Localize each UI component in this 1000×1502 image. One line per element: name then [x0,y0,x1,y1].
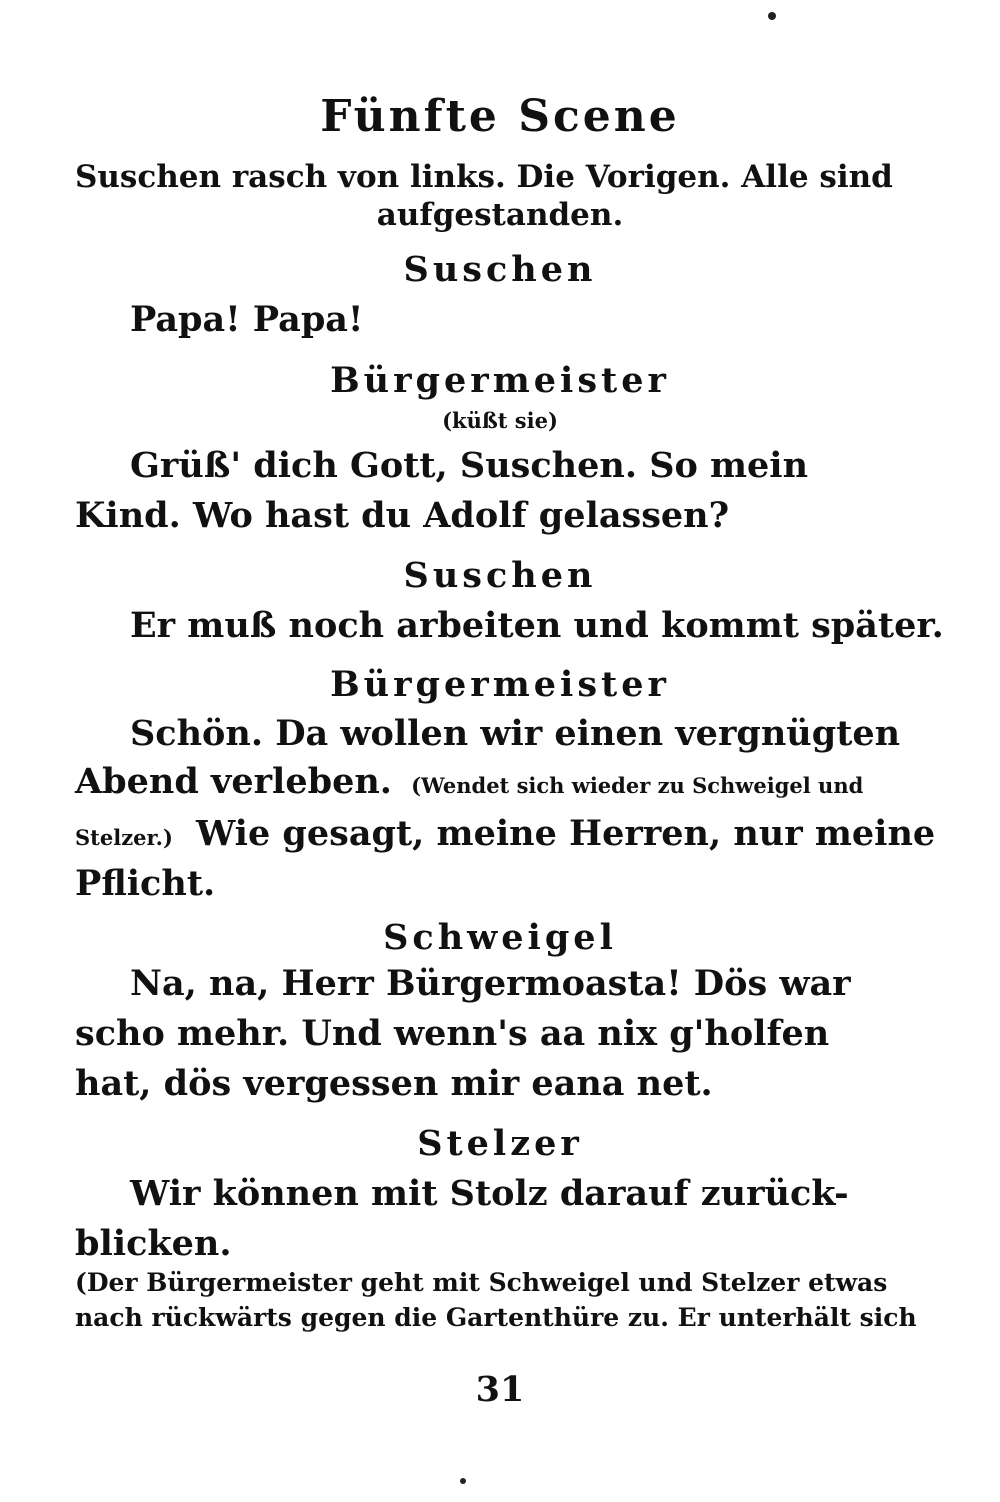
mixed-line [75,813,936,854]
dialogue-line: Wir können mit Stolz darauf zurück- [130,1173,849,1214]
scan-speckle [460,1478,466,1484]
stage-aside: Stelzer.) [75,825,173,850]
dialogue-line: Pflicht. [75,863,216,904]
speaker-name: Schweigel [383,917,617,958]
dialogue-line: Er muß noch arbeiten und kommt später. [130,605,944,646]
speaker-name: Bürgermeister [330,664,670,705]
stage-aside: (Wendet sich wieder zu Schweigel und [411,773,864,798]
dialogue-line: Grüß' dich Gott, Suschen. So mein [130,445,809,486]
dialogue-line: Schön. Da wollen wir einen vergnügten [130,713,901,754]
dialogue-line: blicken. [75,1223,232,1264]
stage-direction-line: Suschen rasch von links. Die Vorigen. Alle sind [75,159,893,195]
dialogue-line: scho mehr. Und wenn's aa nix g'holfen [75,1013,830,1054]
dialogue-line: hat, dös vergessen mir eana net. [75,1063,713,1104]
speaker-name: Suschen [403,249,597,290]
dialogue-line: Na, na, Herr Bürgermoasta! Dös war [130,963,851,1004]
mixed-line [75,761,864,802]
dialogue-line: Kind. Wo hast du Adolf gelassen? [75,495,730,536]
dialogue-line: Papa! Papa! [130,299,364,340]
speaker-name: Suschen [403,555,597,596]
speaker-name: Stelzer [417,1123,583,1164]
stage-direction-line: aufgestanden. [376,197,624,233]
scan-speckle [768,12,776,20]
closing-direction-line: nach rückwärts gegen die Gartenthüre zu. Er unterhält sich [75,1303,917,1332]
stage-aside: (küßt sie) [442,408,558,433]
closing-direction-line: (Der Bürgermeister geht mit Schweigel und Stelzer etwas [75,1268,888,1297]
page-number: 31 [475,1369,525,1410]
dialogue-text: Abend verleben. [75,761,392,802]
dialogue-text: Wie gesagt, meine Herren, nur meine [195,813,936,854]
scene-title: Fünfte Scene [320,91,680,142]
speaker-name: Bürgermeister [330,360,670,401]
